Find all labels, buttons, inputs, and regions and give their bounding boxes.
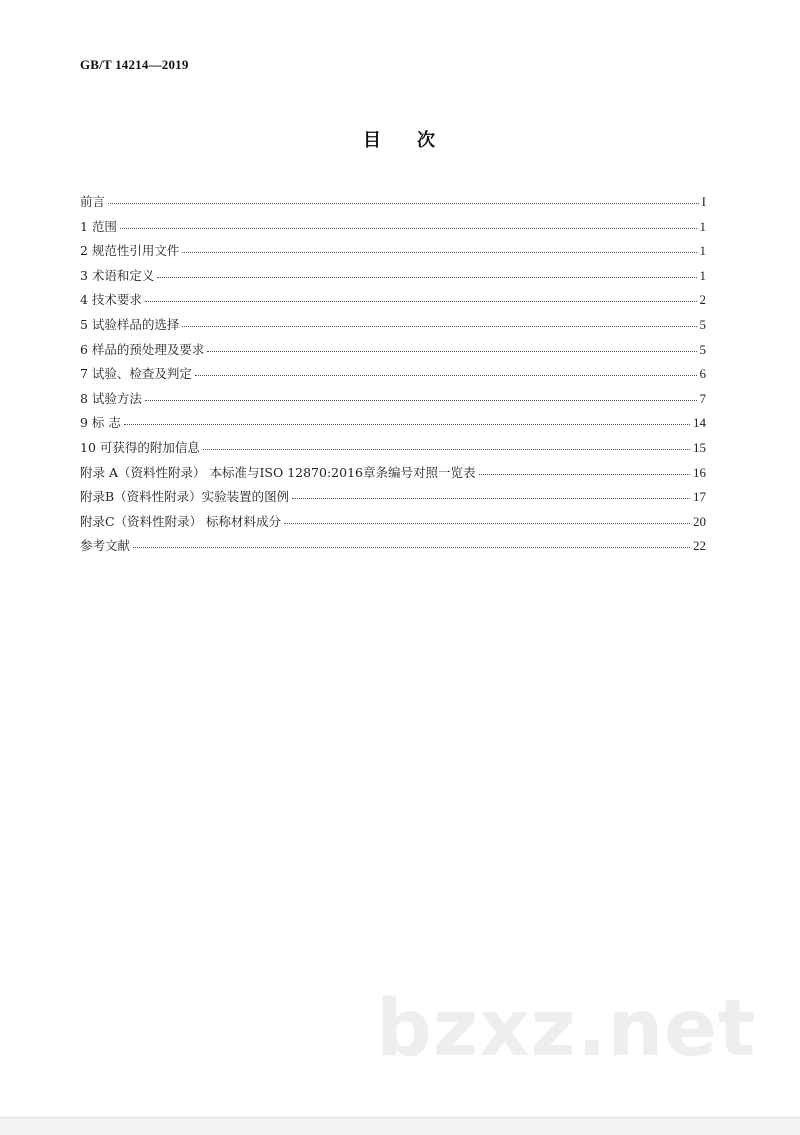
toc-entry[interactable] — [80, 340, 706, 365]
title-char-1: 目 — [363, 130, 383, 151]
bottom-scroll-bar — [0, 1117, 800, 1135]
toc-entry-label: 5 试验样品的选择 — [80, 316, 180, 332]
toc-entry-page: 1 — [699, 218, 706, 234]
toc-entry-page: 16 — [693, 464, 706, 480]
toc-entry[interactable] — [80, 364, 706, 389]
toc-entry-page: 2 — [699, 292, 706, 308]
dot-leader — [195, 366, 697, 376]
toc-entry-page: 14 — [693, 415, 706, 431]
standard-code: GB/T 14214—2019 — [80, 57, 189, 72]
dot-leader — [157, 268, 696, 278]
toc-entry[interactable] — [80, 389, 706, 414]
toc-entry-label: 9 标 志 — [80, 415, 121, 431]
toc-entry-page: 7 — [699, 390, 706, 406]
toc-entry-label: 6 样品的预处理及要求 — [80, 341, 205, 357]
toc-entry-page: 20 — [693, 513, 706, 529]
toc-entry-label: 参考文献 — [80, 538, 131, 554]
toc-entry[interactable] — [80, 487, 706, 512]
toc-entry[interactable] — [80, 266, 706, 291]
toc-entry[interactable] — [80, 438, 706, 463]
toc-entry-page: 15 — [693, 439, 706, 455]
toc-entry[interactable] — [80, 241, 706, 266]
dot-leader — [292, 489, 690, 499]
toc-entry-label: 附录B（资料性附录）实验装置的图例 — [80, 489, 290, 505]
dot-leader — [124, 415, 690, 425]
dot-leader — [203, 440, 690, 450]
toc-entry[interactable] — [80, 217, 706, 242]
dot-leader — [108, 194, 699, 204]
toc-entry[interactable] — [80, 413, 706, 438]
dot-leader — [182, 243, 696, 253]
title-char-2: 次 — [417, 130, 437, 151]
toc-entry-page: I — [701, 194, 706, 209]
watermark: bzxz.net — [376, 984, 757, 1074]
page-title — [0, 126, 800, 152]
toc-entry-label: 附录C（资料性附录） 标称材料成分 — [80, 513, 282, 529]
dot-leader — [207, 342, 696, 352]
toc-entry-page: 17 — [693, 489, 706, 505]
toc-entry[interactable] — [80, 536, 706, 561]
toc-entry-label: 7 试验、检查及判定 — [80, 366, 192, 382]
dot-leader — [284, 514, 690, 524]
toc-entry[interactable] — [80, 512, 706, 537]
toc-entry[interactable] — [80, 315, 706, 340]
toc-entry-label: 前言 — [80, 194, 106, 209]
dot-leader — [479, 465, 691, 475]
dot-leader — [133, 538, 690, 548]
toc-entry-label: 10 可获得的附加信息 — [80, 439, 200, 455]
dot-leader — [182, 317, 696, 327]
dot-leader — [120, 219, 697, 229]
toc-entry-page: 6 — [699, 366, 706, 382]
toc-entry-page: 1 — [699, 243, 706, 259]
toc-entry-label: 3 术语和定义 — [80, 267, 155, 283]
toc-entry-label: 8 试验方法 — [80, 390, 142, 406]
toc-entry[interactable] — [80, 192, 706, 217]
toc-entry-label: 附录 A（资料性附录） 本标准与ISO 12870:2016章条编号对照一览表 — [80, 464, 476, 480]
toc-entry-label: 2 规范性引用文件 — [80, 243, 180, 259]
toc-entry[interactable] — [80, 463, 706, 488]
toc-entry[interactable] — [80, 290, 706, 315]
toc-entry-page: 1 — [699, 267, 706, 283]
toc-entry-page: 22 — [693, 538, 706, 554]
table-of-contents — [80, 192, 706, 561]
toc-entry-label: 4 技术要求 — [80, 292, 142, 308]
dot-leader — [145, 391, 697, 401]
dot-leader — [145, 292, 697, 302]
toc-entry-page: 5 — [699, 341, 706, 357]
toc-entry-label: 1 范围 — [80, 218, 117, 234]
toc-entry-page: 5 — [699, 316, 706, 332]
